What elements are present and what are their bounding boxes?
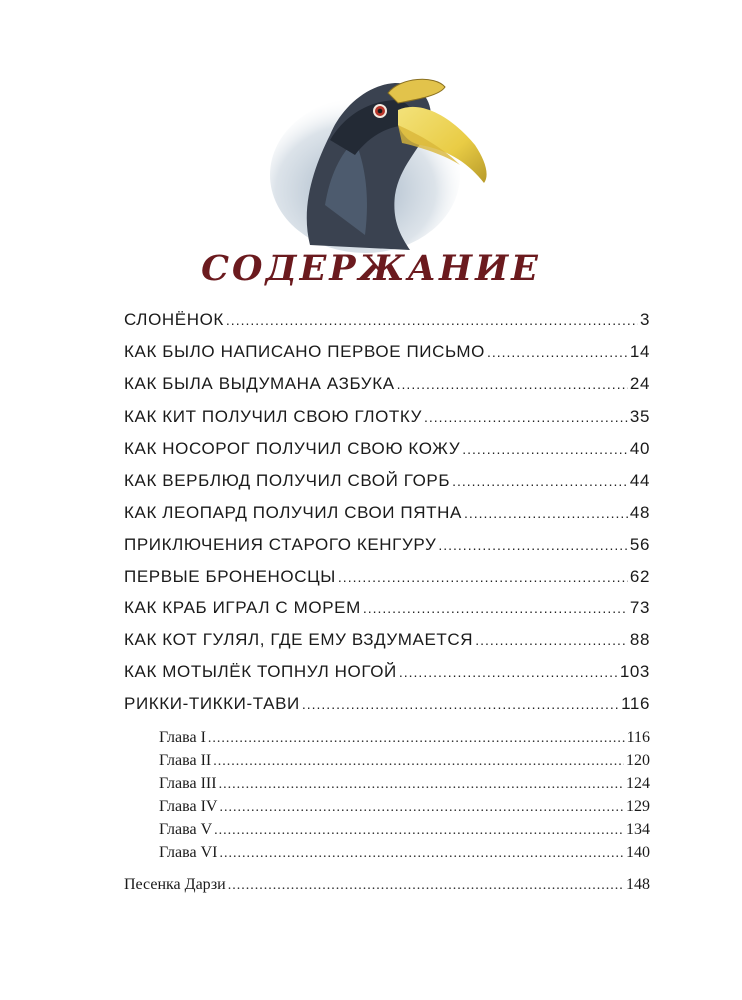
toc-chapter: [159, 844, 650, 862]
toc-entry-page: 14: [629, 342, 650, 361]
toc-entry-title: КАК КИТ ПОЛУЧИЛ СВОЮ ГЛОТКУ: [124, 407, 423, 426]
toc-chapter: [159, 798, 650, 816]
leader-dots: [424, 409, 628, 425]
toc-entry-page: 35: [629, 407, 650, 426]
toc-chapter-title: Глава VI: [159, 844, 218, 861]
toc-chapter: [159, 752, 650, 770]
leader-dots: [302, 696, 619, 712]
toc-entry-title: СЛОНЁНОК: [124, 310, 224, 329]
toc-entry: [124, 471, 650, 491]
toc-chapter-title: Глава II: [159, 752, 212, 769]
leader-dots: [226, 312, 638, 328]
toc-entry-page: 62: [629, 567, 650, 586]
toc-entry-page: 56: [629, 535, 650, 554]
toc-entry: [124, 439, 650, 459]
toc-chapter-title: Глава III: [159, 775, 217, 792]
toc-entry-title: КАК БЫЛА ВЫДУМАНА АЗБУКА: [124, 374, 395, 393]
leader-dots: [475, 632, 628, 648]
toc-entry-page: 24: [629, 374, 650, 393]
toc-chapter-title: Глава V: [159, 821, 213, 838]
toc-entry: [124, 694, 650, 714]
toc-entry: [124, 310, 650, 330]
toc-entry-page: 3: [639, 310, 650, 329]
leader-dots: [438, 537, 628, 553]
toc-entry: [124, 342, 650, 362]
leader-dots: [452, 473, 628, 489]
leader-dots: [338, 569, 628, 585]
toc-entry-title: КАК КОТ ГУЛЯЛ, ГДЕ ЕМУ ВЗДУМАЕТСЯ: [124, 630, 474, 649]
toc-entry-title: РИККИ-ТИККИ-ТАВИ: [124, 694, 300, 713]
leader-dots: [219, 777, 624, 793]
leader-dots: [487, 344, 628, 360]
toc-entry: [124, 407, 650, 427]
leader-dots: [214, 823, 624, 839]
toc-entry: [124, 598, 650, 618]
leader-dots: [219, 846, 624, 862]
toc-entry-title: КАК БЫЛО НАПИСАНО ПЕРВОЕ ПИСЬМО: [124, 342, 485, 361]
toc-chapter-title: Глава I: [159, 729, 206, 746]
toc-chapter-page: 134: [626, 821, 650, 838]
toc-chapter-page: 116: [626, 729, 650, 746]
leader-dots: [464, 505, 628, 521]
toc-chapter-page: 140: [626, 844, 650, 861]
toc-chapter: [159, 775, 650, 793]
toc-chapter-title: Глава IV: [159, 798, 218, 815]
page-title: СОДЕРЖАНИЕ: [201, 248, 541, 289]
leader-dots: [219, 800, 624, 816]
toc-entry-page: 116: [621, 694, 650, 713]
toc-chapter-page: 120: [626, 752, 650, 769]
toc-entry-page: 44: [629, 471, 650, 490]
toc-chapter: [159, 821, 650, 839]
toc-entry: [124, 567, 650, 587]
toc-entry-title: КАК ЛЕОПАРД ПОЛУЧИЛ СВОИ ПЯТНА: [124, 503, 462, 522]
toc-entry-title: КАК НОСОРОГ ПОЛУЧИЛ СВОЮ КОЖУ: [124, 439, 461, 458]
toc-entry-page: 40: [629, 439, 650, 458]
toc-entry-page: 103: [619, 662, 650, 681]
toc-entry-page: 88: [629, 630, 650, 649]
toc-chapter-page: 129: [626, 798, 650, 815]
toc-entry-title: КАК ВЕРБЛЮД ПОЛУЧИЛ СВОЙ ГОРБ: [124, 471, 451, 490]
toc-entry-title: КАК МОТЫЛЁК ТОПНУЛ НОГОЙ: [124, 662, 397, 681]
toc-entry: [124, 535, 650, 555]
toc-entry: [124, 662, 650, 682]
toc-entry: [124, 374, 650, 394]
leader-dots: [397, 376, 628, 392]
toc-entry: [124, 503, 650, 523]
leader-dots: [399, 664, 618, 680]
toc-entry: [124, 630, 650, 650]
toc-chapter-page: 124: [626, 775, 650, 792]
toc-entry-page: 48: [629, 503, 650, 522]
leader-dots: [462, 441, 628, 457]
toc-entry-title: ПРИКЛЮЧЕНИЯ СТАРОГО КЕНГУРУ: [124, 535, 437, 554]
toc-chapter: [159, 729, 650, 747]
toc-entry-title: Песенка Дарзи: [124, 876, 226, 893]
leader-dots: [228, 878, 624, 894]
toc-entry-page: 148: [626, 876, 650, 893]
leader-dots: [208, 731, 625, 747]
toc-entry-title: ПЕРВЫЕ БРОНЕНОСЦЫ: [124, 567, 336, 586]
toc-entry-title: КАК КРАБ ИГРАЛ С МОРЕМ: [124, 598, 361, 617]
toc-entry-page: 73: [629, 598, 650, 617]
toc-entry: [124, 876, 650, 894]
leader-dots: [213, 754, 624, 770]
leader-dots: [363, 600, 628, 616]
